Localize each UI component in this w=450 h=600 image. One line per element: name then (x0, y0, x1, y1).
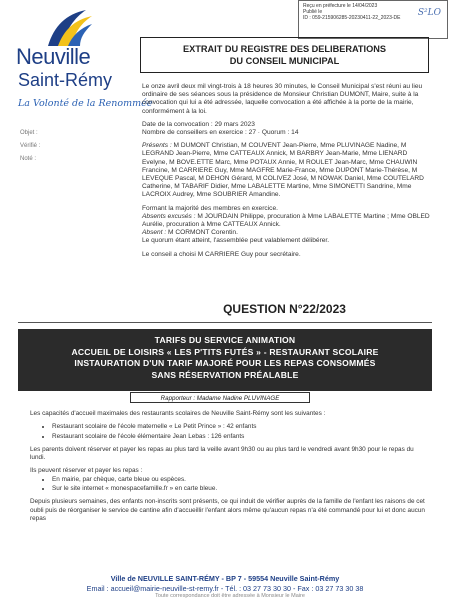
secretary-line: Le conseil a choisi M CARRIERE Guy pour secrétaire. (142, 250, 301, 258)
stamp-line: Publié le (303, 9, 323, 16)
payment-intro: Ils peuvent réserver et payer les repas : (30, 467, 143, 475)
tarif-line3: INSTAURATION D'UN TARIF MAJORÉ POUR LES REPAS CONSOMMÉS (74, 358, 376, 368)
presents-block (142, 142, 432, 199)
quorum-line: Le quorum étant atteint, l'assemblée peut valablement délibérer. (142, 237, 330, 245)
footer-contact: Email : accueil@mairie-neuville-st-remy.fr - Tél. : 03 27 73 30 30 - Fax : 03 27 73 30 38 (86, 584, 364, 593)
tarif-banner (18, 329, 432, 391)
document-header (140, 37, 429, 73)
minutes-body (142, 83, 432, 264)
question-title: QUESTION N°22/2023 (223, 302, 346, 316)
tarif-line4: SANS RÉSERVATION PRÉALABLE (151, 369, 299, 380)
reservation-paragraph: Les parents doivent réserver et payer les repas au plus tard la veille avant 9h30 ou au plus tard le vendredi avant 9h30 pour le repas du lundi. (30, 445, 414, 462)
capacity-paragraph: Les capacités d'accueil maximales des restaurants scolaires de Neuville Saint-Rémy sont les suivantes : (30, 410, 326, 417)
stamp-tag: S²LO (417, 8, 441, 18)
stamp-line: Reçu en préfecture le 14/04/2023 (303, 3, 378, 9)
side-labels (20, 127, 40, 166)
side-label: Vérifié : (20, 143, 41, 149)
town-name-line2: Saint-Rémy (18, 70, 113, 90)
deliberation-body (30, 410, 430, 528)
convocation-date: Date de la convocation : 29 mars 2023 (142, 120, 255, 128)
town-name-line1: Neuville (16, 44, 91, 69)
context-paragraph: Depuis plusieurs semaines, des enfants non-inscrits sont présents, ce qui induit de vérifier auprès de la famille de l'enfant les raisons de cet oubli puis de réorganiser le service de cantine afin d'accueillir l'enfant alors même qu'aucun repas n'a été commandé pour lui et donc aucun repas (30, 498, 425, 522)
footer-address: Ville de NEUVILLE SAINT-RÉMY - BP 7 - 59554 Neuville Saint-Rémy (110, 574, 340, 583)
tarif-line1: TARIFS DU SERVICE ANIMATION (154, 335, 296, 345)
town-logo (14, 8, 153, 130)
list-item: • Restaurant scolaire de l'école élémentaire Jean Lebas : 126 enfants (52, 433, 430, 441)
header-line1: EXTRAIT DU REGISTRE DES DELIBERATIONS (183, 44, 386, 54)
list-item: • Sur le site internet « monespacefamille.fr » en carte bleue. (52, 485, 430, 493)
intro-paragraph: Le onze avril deux mil vingt-trois à 18 heures 30 minutes, le Conseil Municipal s'est réuni au lieu ordinaire de ses séances sous la présidence de Monsieur Christian DUMONT, Maire, suite à la convocation qui lui a été adressée, laquelle convocation a été affichée à la porte de la mairie, conformément à la loi. (142, 83, 423, 115)
list-item: • Restaurant scolaire de l'école maternelle « Le Petit Prince » : 42 enfants (52, 423, 430, 431)
rapporteur-box: Rapporteur : Madame Nadine PLUVINAGE (130, 392, 310, 403)
council-count: Nombre de conseillers en exercice : 27 · Quorum : 14 (142, 129, 299, 137)
divider (18, 322, 432, 323)
absent-label: Absent : (142, 229, 167, 237)
tarif-line2: ACCUEIL DE LOISIRS « LES P'TITS FUTÉS » - RESTAURANT SCOLAIRE (71, 346, 379, 357)
side-label: Noté : (20, 156, 37, 162)
side-label: Objet : (20, 130, 38, 136)
payment-list (30, 476, 430, 494)
majority-line: Formant la majorité des membres en exercice. (142, 204, 278, 212)
footer-note: Toute correspondance doit être adressée à Monsieur le Maire (155, 593, 305, 599)
presents-label: Présents : (142, 142, 172, 150)
absent-block (142, 229, 432, 237)
capacity-list (30, 423, 430, 441)
prefecture-stamp (298, 0, 448, 39)
presents-list: M DUMONT Christian, M COUVENT Jean-Pierre, Mme PLUVINAGE Nadine, M LEGRAND Jean-Pierre, Mme CATTEAUX Annick, M BARBRY Jean-Marie, Mme LIENARD Evelyne, M BOVE.ETTE Marc, Mme POTAUX Annie, M ROULET Jean-Marc, Mme CHAUWIN Francine, M CARRIERE Guy, Mme MAGFRE Marie-France, Mme DUPONT Marie-Thérèse, M LEVEQUE Pascal, M DEHON Gérard, M COLIVEZ José, M NOWAK Daniel, Mme COUTELARD Catherine, M TABARIF Didier, Mme LABALETTE Martine, Mme SIMONETTI Sandrine, Mme LACROIX Audrey, Mme SOUBRIER Amandine. (142, 142, 424, 199)
stamp-line: ID : 059-215906285-20230411-22_2023-DE (303, 15, 401, 22)
town-motto: La Volonté de la Renommée (18, 98, 153, 109)
list-item: • En mairie, par chèque, carte bleue ou espèces. (52, 476, 430, 484)
excused-list: M JOURDAIN Philippe, procuration à Mme LABALETTE Martine ; Mme OBLED Aurélie, procuration à Mme CATTEAUX Annick. (142, 212, 430, 229)
header-line2: DU CONSEIL MUNICIPAL (229, 56, 340, 66)
excused-block (142, 213, 432, 229)
absent-list: M CORMONT Corentin. (168, 229, 238, 237)
excused-label: Absents excusés : (142, 212, 196, 220)
logo-swoosh-icon (44, 8, 94, 48)
page-footer (0, 574, 450, 594)
